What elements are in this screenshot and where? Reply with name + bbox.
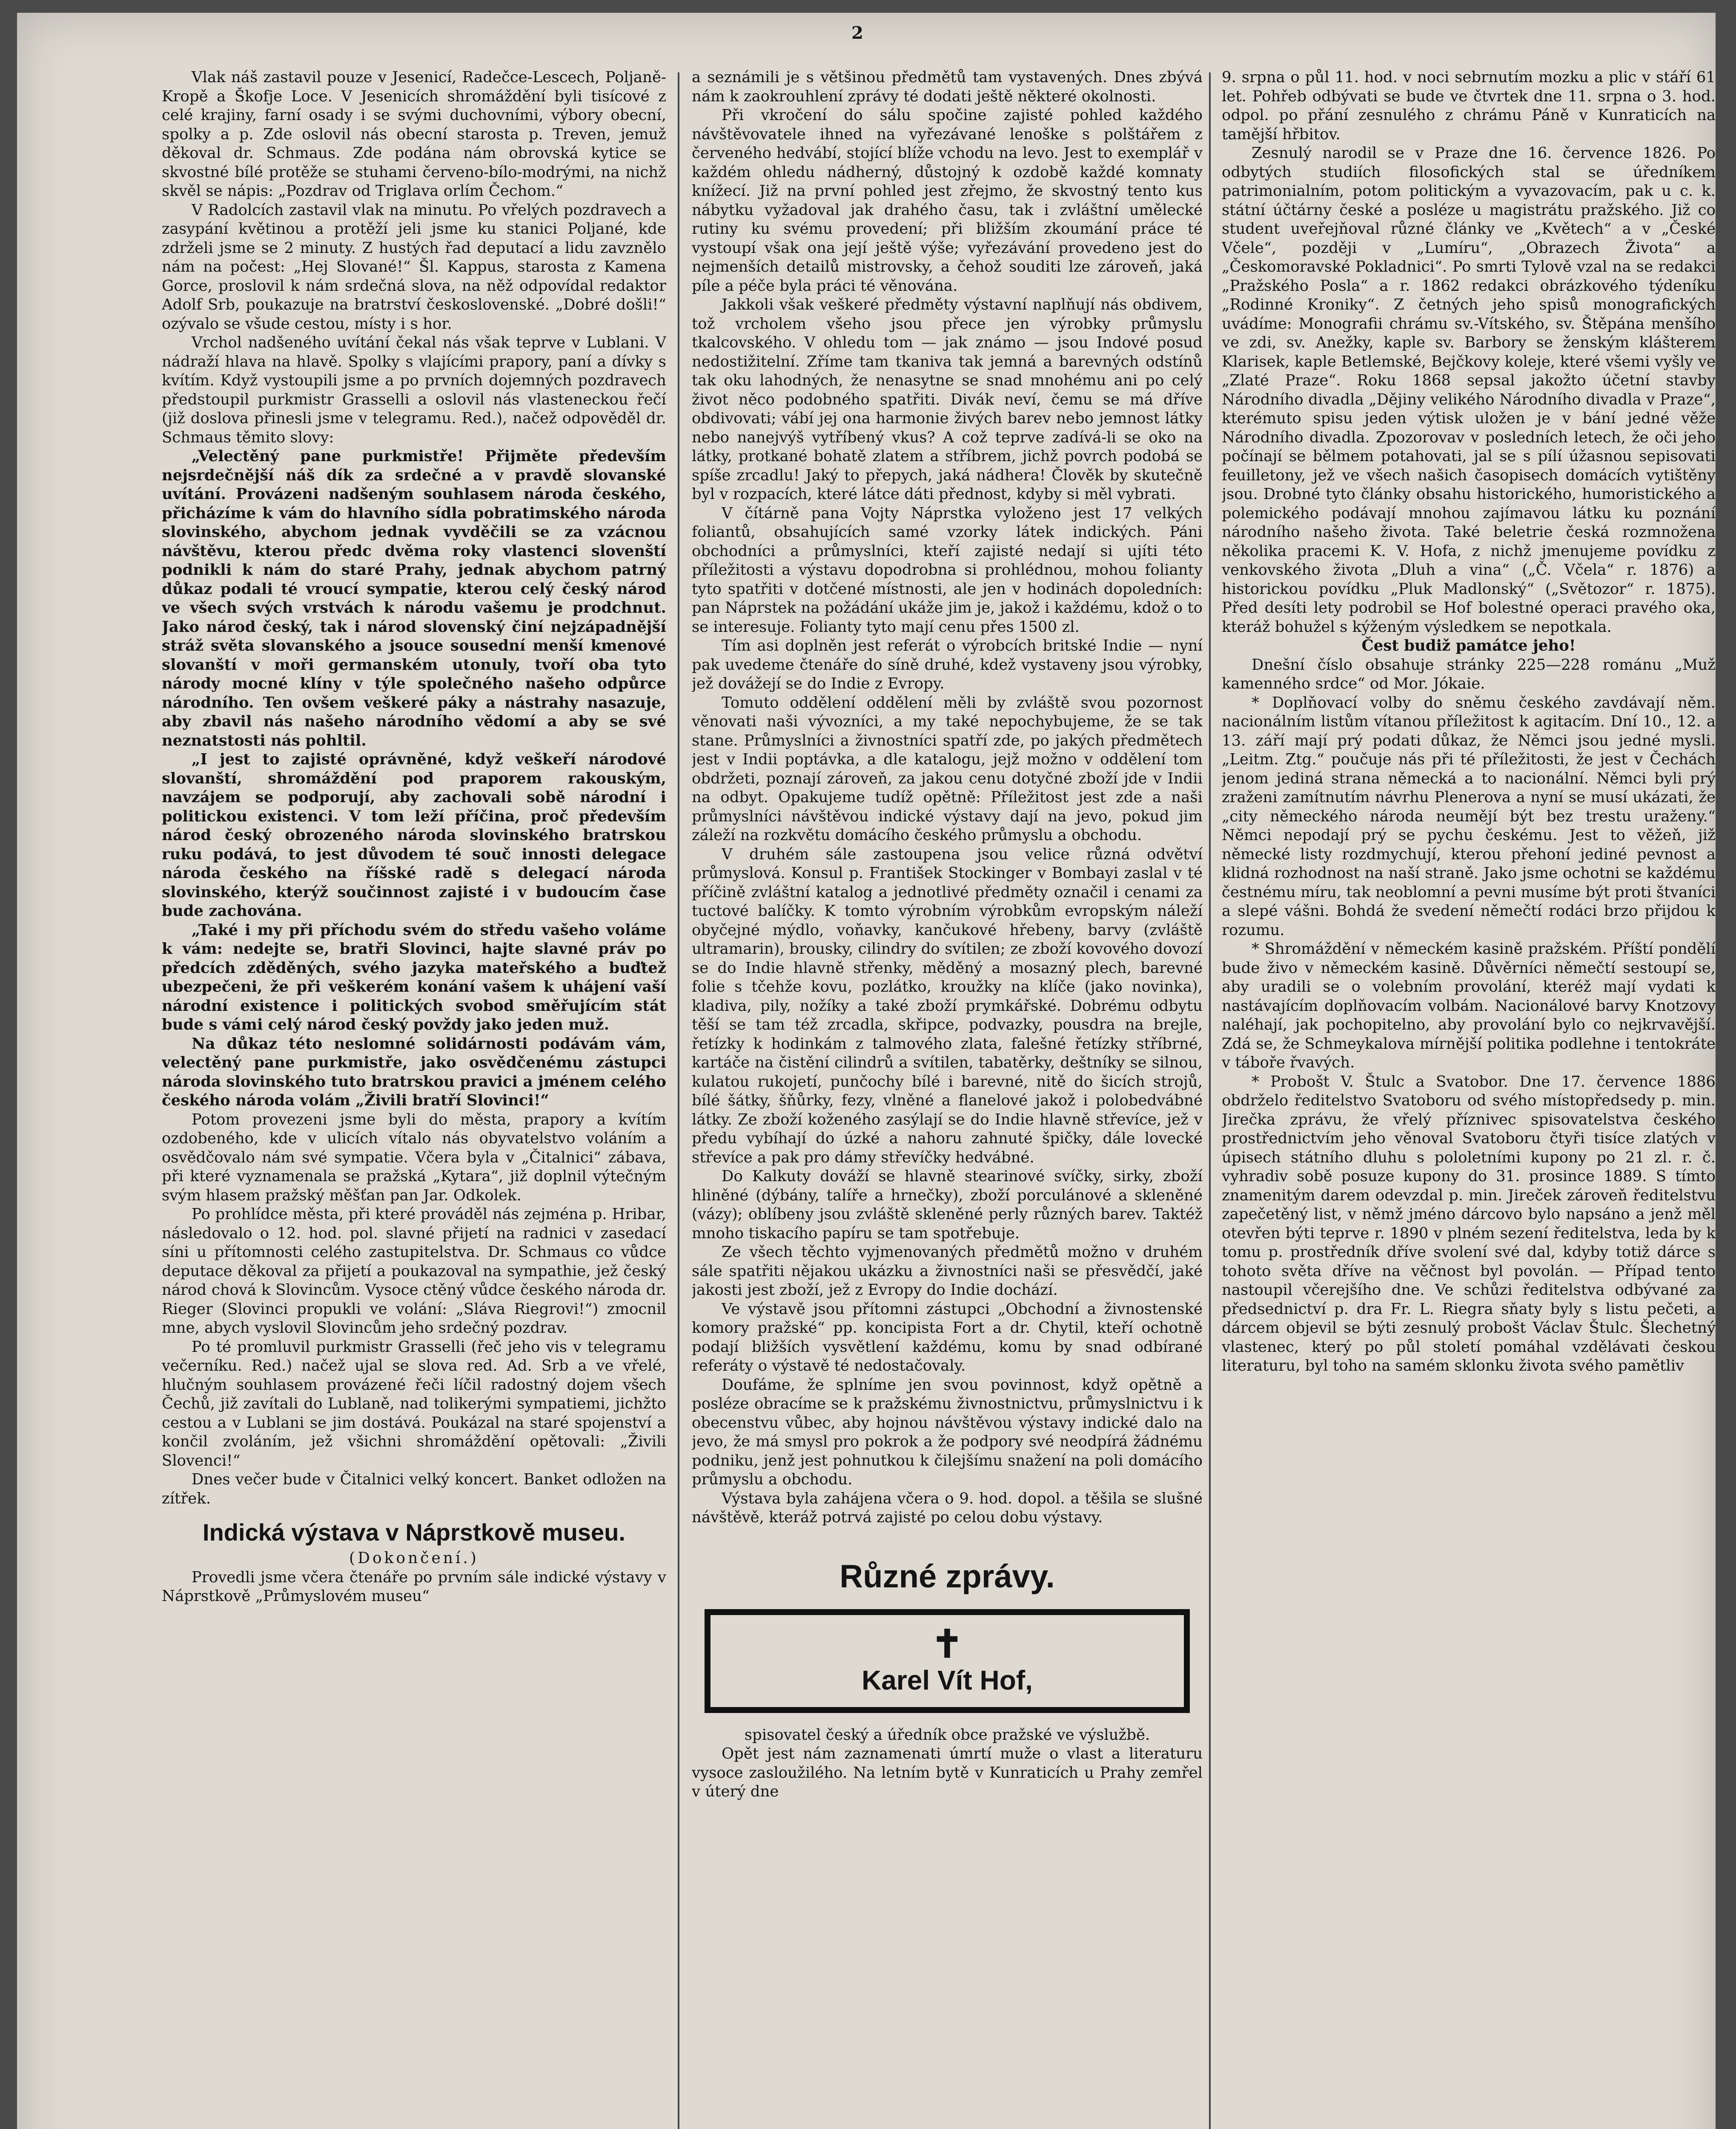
article-paragraph: Po té promluvil purkmistr Grasselli (řeč jeho vis v telegramu večerníku. Red.) načež ujal se slova red. Ad. Srb a ve vřelé, hlučným souhlasem provázené řeči líčil radostný dojem všech Čechů, již zavítali do Lublaně, nad tolikerými sympatiemi, jichžto cestou a v Lublani se jim dostává. Poukázal na staré spojenství a končil zvoláním, jež všichni shromáždění opětovali: „Živili Slovenci!“ [162,1338,666,1469]
article-paragraph: V Radolcích zastavil vlak na minutu. Po vřelých pozdravech a zasypání květinou a protěží jeli jsme ku stanici Poljané, kde zdrželi jsme se 2 minuty. Z hustých řad deputací a lidu zavznělo nám na počest: „Hej Slované!“ Šl. Kappus, starosta z Kamena Gorce, proslovil k nám srdečná slova, na něž odpovídal redaktor Adolf Srb, poukazuje na bratrství československé. „Dobré došli!“ ozývalo se všude cestou, místy i s hor. [162,201,666,333]
article-paragraph: Ze všech těchto vyjmenovaných předmětů možno v druhém sále spatřiti nějakou ukázku a živnostníci naši se přesvědčí, jaké jakosti jest zboží, jež z Evropy do Indie dochází. [692,1243,1203,1299]
obituary-subtitle: spisovatel český a úředník obce pražské ve výslužbě. [744,1726,1150,1744]
news-item: * Probošt V. Štulc a Svatobor. Dne 17. července 1886 obdrželo ředitelstvo Svatoboru od svého místopředsedy p. min. Jirečka zprávu, že vřelý příznivec spisovatelstva českého prostřednictvím jeho věnoval Svatoboru čtyři tisíce zlatých v úpisech státního dluhu s pololetními kupony po 21 zl. r. č. vyhradiv sobě posuze kupony do 31. prosince 1889. S tímto znamenitým darem odevzdal p. min. Jireček zároveň ředitelstvu zapečetěný list, v němž jméno dárcovo bylo napsáno a jenž měl otevřen býti teprve r. 1890 v plném sezení ředitelstva, leda by k tomu p. prostředník dříve svolení své dal, kdyby totiž dárce s tohoto světa dříve na věčnost byl povolán. — Případ tento nastoupil včerejšího dne. Ve schůzi ředitelstva odbývané za předsednictví p. dra Fr. L. Riegra sňaty byly s listu pečeti, a dárcem objevil se býti zesnulý probošt Václav Štulc. Šlechetný vlastenec, který po půl století pomáhal vzdělávati českou literaturu, byl toho na samém sklonku života svého pamětliv [1222,1073,1716,1374]
notice-paragraph: Dnešní číslo obsahuje stránky 225—228 románu „Muž kamenného srdce“ od Mor. Jókaie. [1222,656,1716,692]
article-paragraph: Ve výstavě jsou přítomni zástupci „Obchodní a živnostenské komory pražské“ pp. koncipista Fort a dr. Chytil, kteří ochotně podají bližších vysvětlení každému, komu by snad odbírané referáty o výstavě té nedostačovaly. [692,1300,1203,1374]
article-heading: Indická výstava v Náprstkově museu. [203,1519,625,1546]
column-left [162,68,666,2129]
speech-paragraph: „Velectěný pane purkmistře! Přijměte především nejsrdečnější náš dík za srdečné a v pravdě slovanské uvítání. Provázeni nadšeným souhlasem národa českého, přicházíme k vám do hlavního sídla pobratimského národa slovinského, abychom jednak vyvděčili se za vzácnou návštěvu, kterou předc dvěma roky vlastenci slovenští podnikli k nám do staré Prahy, jednak abychom patrný důkaz podali té vroucí sympatie, kterou celý český národ ve všech svých vrstvách k národu vašemu je prodchnut. Jako národ český, tak i národ slovenský činí nejzápadnější stráž světa slovanského a jsouce sousední menší kmenové slovanští v moři germanském utonuly, tvoří oba tyto národy mocné klíny v týle společného našeho odpůrce národního. Ten ovšem veškeré páky a nástrahy nasazuje, aby zbavil nás našeho národního vědomí a aby se své neznatstosti nás pohltil. [162,448,666,749]
article-paragraph: Potom provezeni jsme byli do města, prapory a kvítím ozdobeného, kde v ulicích vítalo nás obyvatelstvo voláním a osvědčovalo nám své sympatie. Včera byla v „Čitalnici“ zábava, při které vyznamenala se pražská „Kytara“, již doplnil výtečným svým hlasem pražský měšťan pan Jar. Odkolek. [162,1110,666,1204]
article-paragraph: Zesnulý narodil se v Praze dne 16. července 1826. Po odbytých studiích filosofických stal se úředníkem patrimonialním, potom politickým a vyvazovacím, pak u c. k. státní účtárny české a posléze u magistrátu pražského. Již co student uveřejňoval různé články ve „Květech“ a v „České Včele“, později v „Lumíru“, „Obrazech Života“ a „Českomoravské Pokladnici“. Po smrti Tylově vzal na se redakci „Pražského Posla“ a r. 1862 redakci obrázkového týdeníku „Rodinné Kroniky“. Z četných jeho spisů monografických uvádíme: Monografii chrámu sv.-Vítského, sv. Štěpána menšího ve zdi, sv. Anežky, kaple sv. Barbory se ženským klášterem Klarisek, kaple Betlemské, Bejčkovy koleje, které všemi vyšly ve „Zlaté Praze“. Roku 1868 sepsal jakožto účetní stavby Národního divadla „Dějiny velikého Národního divadla v Praze“, kterémuto spisu jeden výtisk uložen je v bání jedné věže Národního divadla. Zpozorovav v posledních letech, že oči jeho počínají se bělmem potahovati, jal se s pílí úžasnou sepisovati feuilletony, jež ve všech našich časopisech domácích vytištěny jsou. Drobné tyto články obsahu historického, humoristického a polemického podávají mnohou zajímavou látku ku poznání národního našeho života. Také beletrie česká rozmnožena několika pracemi K. V. Hofa, z nichž jmenujeme povídku z venkovského života „Dluh a vina“ („Č. Včela“ r. 1876) a historickou povídku „Pluk Madlonský“ („Světozor“ r. 1875). Před desíti lety podrobil se Hof bolestné operaci pravého oka, kteráž bohužel s kýženým výsledkem se nepotkala. [1222,144,1716,636]
memorial-line: Čest budiž památce jeho! [1361,637,1576,654]
article-paragraph: V druhém sále zastoupena jsou velice různá odvětví průmyslová. Konsul p. František Stockinger v Bombayi zaslal v té příčině zvláštní katalog a jednotlivé předměty označil i cenami za tuctové balíčky. K tomto výrobním výrobkům evropským náleží obyčejné mýdlo, voňavky, kančukové hřebeny, barvy (zvláště ultramarin), brousky, cilindry do svítilen; ze zboží kovového dovozí se do Indie hlavně střenky, měděný a mosazný plech, barevné folie s tčehže kovu, pozlátko, kroužky na klíče (jako novinka), kladiva, pily, nožíky a také zboží prymkářské. Dobrému odbytu těší se tam též zrcadla, skřipce, podvazky, pousdra na brejle, řetízky k hodinkám z talmového zlata, falešné řetízky stříbrné, kartáče na čistění cilindrů a svítilen, tabatěrky, deštníky se silnou, kulatou rukojetí, punčochy bílé i barevné, nitě do šicích strojů, bílé šátky, šňůrky, fezy, vlněné a flanelové jakož i polobedvábné látky. Ze zboží koženého zasýlají se do Indie hlavně střevíce, jež v předu vybíhají do úzké a nahoru zahnuté špičky, dále lovecké střevíce a pak pro dámy střevíčky hedvábné. [692,845,1203,1166]
column-middle [692,68,1203,2129]
article-paragraph: Tím asi doplněn jest referát o výrobcích britské Indie — nyní pak uvedeme čtenáře do síně druhé, kdež vystaveny jsou výrobky, jež dovážejí se do Indie z Evropy. [692,637,1203,692]
article-paragraph: Vlak náš zastavil pouze v Jesenicí, Radečce-Lescech, Poljaně-Kropě a Škofje Loce. V Jesenicích shromáždění byli tisícové z celé krajiny, farní osady i se svými duchovními, výbory obecní, spolky a p. Zde oslovil nás obecní starosta p. Treven, jemuž děkoval dr. Schmaus. Zde podána nám obrovská kytice se skvostné bílé protěže se stuhami červeno-bílo-modrými, na nichž skvěl se nápis: „Pozdrav od Triglava orlím Čechom.“ [162,69,666,200]
speech-paragraph: Na důkaz této neslomné solidárnosti podávám vám, velectěný pane purkmistře, jako osvědčenému zástupci národa slovinského tuto bratrskou pravici a jménem celého českého národa volám „Živili bratří Slovinci!“ [162,1035,666,1109]
article-paragraph: V čítárně pana Vojty Náprstka vyloženo jest 17 velkých foliantů, obsahujících samé vzorky látek indických. Páni obchodníci a průmyslníci, kteří zajisté nedají si ujíti této příležitosti a výstavu dopodrobna si prohlédnou, mohou folianty tyto spatřiti v dotčené místnosti, ale jen v hodinách dopoledních: pan Náprstek na požádání ukáže jim je, jakož i každému, kdož o to se interesuje. Folianty tyto mají cenu přes 1500 zl. [692,504,1203,636]
article-paragraph: Jakkoli však veškeré předměty výstavní naplňují nás obdivem, tož vrcholem všeho jsou přece jen výrobky průmyslu tkalcovského. V ohledu tom — jak známo — jsou Indové posud nedostižitelní. Zříme tam tkaniva tak jemná a barevných odstínů tak oku lahodných, že nenasytne se snad mnohému ani po celý život něco podobného spatřiti. Divák neví, čemu se má dříve obdivovati; vábí jej ona harmonie živých barev nebo jemnost látky nebo nanejvýš vytříbený vkus? A což teprve zadívá-li se oko na látky, protkané bohatě zlatem a stříbrem, jichž povrch podobá se spíše zrcadlu! Jaký to přepych, jaká nádhera! Člověk by skutečně byl v rozpacích, které látce dáti přednost, kdyby si měl vybrati. [692,296,1203,503]
article-paragraph: Vrchol nadšeného uvítání čekal nás však teprve v Lublani. V nádraží hlava na hlavě. Spolky s vlajícími prapory, paní a dívky s kvítím. Když vystoupili jsme a po prvních dojemných pozdravech předstoupil purkmistr Grasselli a oslovil nás vlasteneckou řečí (již doslova přinesli jsme v telegramu. Red.), načež odpověděl dr. Schmaus těmito slovy: [162,334,666,446]
article-paragraph: Tomuto oddělení oddělení měli by zvláště svou pozornost věnovati naši vývozníci, a my také nepochybujeme, že se tak stane. Průmyslníci a živnostníci spatří zde, po jakých předmětech jest v Indii poptávka, a dle katalogu, jejž možno v oddělení tom obdržeti, poznají zároveň, za jakou cenu dotyčné zboží jde v Indii na odbyt. Opakujeme tudíž opětně: Příležitost jest zde a naši průmyslníci návštěvou indické výstavy dají na jevo, pokud jim záleží na rozkvětu domácího českého průmyslu a obchodu. [692,694,1203,844]
article-paragraph: Provedli jsme včera čtenáře po prvním sále indické výstavy v Náprstkově „Průmyslovém museu“ [162,1568,666,1605]
article-paragraph: Doufáme, že splníme jen svou povinnost, když opětně a posléze obracíme se k pražskému živnostnictvu, průmyslnictvu i k obecenstvu vůbec, aby hojnou návštěvou výstavy indické dalo na jevo, že má smysl pro pokrok a že podpory své neodpírá žádnému podniku, jenž jest pohnutkou k čilejšímu snažení na poli domácího průmyslu a obchodu. [692,1376,1203,1488]
article-subheading: (Dokončení.) [349,1549,479,1567]
section-title: Různé zprávy. [839,1558,1055,1595]
news-item: * Doplňovací volby do sněmu českého zavdávají něm. nacionálním listům vítanou příležitost k agitacím. Dní 10., 12. a 13. září mají prý podati důkaz, že Němci jsou jedné mysli. „Leitm. Ztg.“ poučuje nás při té příležitosti, že jest v Čechách jenom jediná strana německá a to nacionální. Němci byli prý zraženi zamítnutím návrhu Plenerova a nyní se musí ukázati, že „city německého národa neumějí být bez trestu uraženy.“ Němci nepodají prý se pychu českému. Jest to věžeň, již německé listy rozdmychují, kterou přehoní jediné pevnost a klidná rozhodnost na naší straně. Jako jsme ochotni se každému čestnému míru, tak neoblomní a pevni musíme být proti štvaníci a slepé vášni. Bohdá že svedení němečtí rodáci brzo přijdou k rozumu. [1222,694,1716,939]
article-paragraph: a seznámili je s většinou předmětů tam vystavených. Dnes zbývá nám k zaokrouhlení zprávy té dodati ještě některé okolnosti. [692,69,1203,105]
newspaper-page [17,13,1716,2129]
column-right [1222,68,1716,2129]
column-divider [1209,72,1211,2129]
article-paragraph: Opět jest nám zaznamenati úmrtí muže o vlast a literaturu vysoce zasloužilého. Na letním bytě v Kunraticích u Prahy zemřel v úterý dne [692,1745,1203,1800]
article-paragraph: Dnes večer bude v Čitalnici velký koncert. Banket odložen na zítřek. [162,1471,666,1507]
obituary-box [705,1609,1190,1713]
obituary-name: Karel Vít Hof, [862,1664,1033,1696]
column-divider [678,72,679,2129]
article-paragraph: 9. srpna o půl 11. hod. v noci sebrnutím mozku a plic v stáří 61 let. Pohřeb odbývati se bude ve čtvrtek dne 11. srpna o 3. hod. odpol. po přání zesnulého z chrámu Páně v Kunraticích na tamější hřbitov. [1222,69,1716,143]
speech-paragraph: „Také i my při příchodu svém do středu vašeho voláme k vám: nedejte se, bratři Slovinci, hajte slavné práv po předcích zděděných, svého jazyka mateřského a buďtež ubezpečeni, že při veškerém konání vašem k uhájení vaší národní existence i politických svobod směřujícím stát bude s vámi celý národ český povždy jako jeden muž. [162,921,666,1033]
article-paragraph: Do Kalkuty dováží se hlavně stearinové svíčky, sirky, zboží hliněné (dýbány, talíře a hrnečky), zboží porculánové a skleněné (vázy); oblíbeny jsou zvláště skleněné perly různých barev. Taktéž mnoho tiskacího papíru se tam spotřebuje. [692,1168,1203,1242]
page-number: 2 [851,23,863,43]
article-paragraph: Výstava byla zahájena včera o 9. hod. dopol. a těšila se slušné návštěvě, kteráž potrvá zajisté po celou dobu výstavy. [692,1489,1203,1526]
article-paragraph: Při vkročení do sálu spočine zajisté pohled každého návštěvovatele ihned na vyřezávané lenoške s polštářem z červeného hedvábí, stojící blíže vchodu na levo. Jest to exemplář v každém ohledu nádherný, důstojný k ozdobě každé komnaty knížecí. Již na první pohled jest zřejmo, že skvostný tento kus nábytku vyžadoval jak drahého času, tak i zvláštní umělecké rutiny ku svému provedení; při bližším zkoumání práce té vystoupí však ona její ještě výše; vyřezávání provedeno jest do nejmenších detailů mistrovsky, a čehož souditi lze zároveň, jaká píle a péče byla práci té věnována. [692,106,1203,295]
article-paragraph: Po prohlídce města, při které prováděl nás zejména p. Hribar, následovalo o 12. hod. pol. slavné přijetí na radnici v zasedací síni u přítomnosti celého zastupitelstva. Dr. Schmaus co vůdce deputace děkoval za přijetí a poukazoval na sympathie, jež český národ chová k Slovincům. Vysoce ctěný vůdce českého národa dr. Rieger (Slovinci propukli ve volání: „Sláva Riegrovi!“) zmocnil mne, abych vyslovil Slovincům jeho srdečný pozdrav. [162,1205,666,1337]
cross-icon: ✝ [931,1621,963,1667]
speech-paragraph: „I jest to zajisté oprávněné, když veškeří národové slovanští, shromáždění pod praporem rakouským, navzájem se podporují, aby zachovali sobě národní i politickou existenci. V tom leží příčina, proč především národ český obrozeného národa slovinského bratrskou ruku podává, to jest důvodem té souč innosti delegace národa českého na říšské radě s delegací národa slovinského, kterýž součinnost zajisté i v budoucím čase bude zachována. [162,751,666,920]
news-item: * Shromáždění v německém kasině pražském. Příští pondělí bude živo v německém kasině. Důvěrníci němečtí sestoupí se, aby uradili se o volebním provolání, kteréž mají vydati k nastávajícím doplňovacím volbám. Nacionálové barvy Knotzovy naléhají, jak pochopitelno, aby provolání bylo co nejkrvavější. Zdá se, že Schmeykalova mírnější politika podlehne i tentokráte v táboře řvavých. [1222,940,1716,1071]
